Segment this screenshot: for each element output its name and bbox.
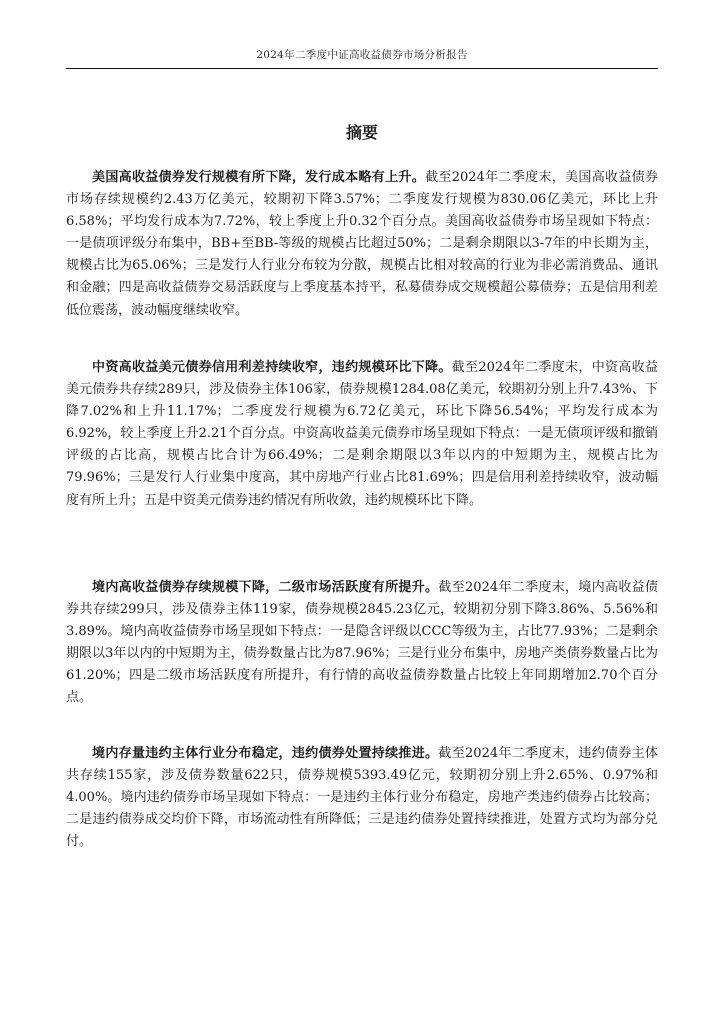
paragraph-body: 截至2024年二季度末，美国高收益债券市场存续规模约2.43万亿美元，较期初下降3.57%；二季度发行规模为830.06亿美元，环比上升6.58%；平均发行成本为7.72%，较上季度上升0.32个百分点。美国高收益债券市场呈现如下特点：一是债项评级分布集中，BB+至BB-等级的规模占比超过50%；二是剩余期限以3-7年的中长期为主，规模占比为65.06%；三是发行人行业分布较为分散，规模占比相对较高的行业为非必需消费品、通讯和金融；四是高收益债券交易活跃度与上季度基本持平，私募债券成交规模超公募债券；五是信用利差低位震荡，波动幅度继续收窄。 (66, 170, 658, 318)
page-header: 2024年二季度中证高收益债券市场分析报告 (256, 49, 468, 61)
paragraph-lead: 美国高收益债券发行规模有所下降，发行成本略有上升。 (92, 170, 426, 185)
summary-paragraph-domestic-high-yield (66, 577, 658, 710)
paragraph-body: 截至2024年二季度末，中资高收益美元债券共存续289只，涉及债券主体106家，债券规模1284.08亿美元，较期初分别上升7.43%、下降7.02%和上升11.17%；二季度发行规模为6.72亿美元，环比下降56.54%；平均发行成本为6.92%，较上季度上升2.21个百分点。中资高收益美元债券市场呈现如下特点：一是无债项评级和撤销评级的占比高，规模占比合计为66.49%；二是剩余期限以3年以内的中短期为主，规模占比为79.96%；三是发行人行业集中度高，其中房地产行业占比81.69%；四是信用利差持续收窄，波动幅度有所上升；五是中资美元债券违约情况有所收敛，违约规模环比下降。 (66, 360, 658, 508)
paragraph-body: 截至2024年二季度末，境内高收益债券共存续299只，涉及债券主体119家，债券规模2845.23亿元，较期初分别下降3.86%、5.56%和3.89%。境内高收益债券市场呈现如下特点：一是隐含评级以CCC等级为主，占比77.93%；二是剩余期限以3年以内的中短期为主，债券数量占比为87.96%；三是行业分布集中，房地产类债券数量占比为61.20%；四是二级市场活跃度有所提升，有行情的高收益债券数量占比较上年同期增加2.70个百分点。 (66, 580, 658, 706)
summary-paragraph-chinese-usd-high-yield (66, 357, 658, 512)
page-title: 摘要 (345, 123, 378, 142)
paragraph-body: 截至2024年二季度末，违约债券主体共存续155家，涉及债券数量622只，债券规模5393.49亿元，较期初分别上升2.65%、0.97%和4.00%。境内违约债券市场呈现如下特点：一是违约主体行业分布稳定，房地产类违约债券占比较高；二是违约债券成交均价下降，市场流动性有所降低；三是违约债券处置持续推进，处置方式均为部分兑付。 (66, 746, 658, 850)
paragraph-lead: 境内高收益债券存续规模下降，二级市场活跃度有所提升。 (92, 580, 439, 595)
summary-paragraph-us-high-yield (66, 167, 658, 322)
paragraph-lead: 境内存量违约主体行业分布稳定，违约债券处置持续推进。 (92, 746, 439, 761)
summary-paragraph-domestic-default (66, 743, 658, 853)
paragraph-lead: 中资高收益美元债券信用利差持续收窄，违约规模环比下降。 (92, 360, 452, 375)
header-divider (66, 68, 658, 69)
